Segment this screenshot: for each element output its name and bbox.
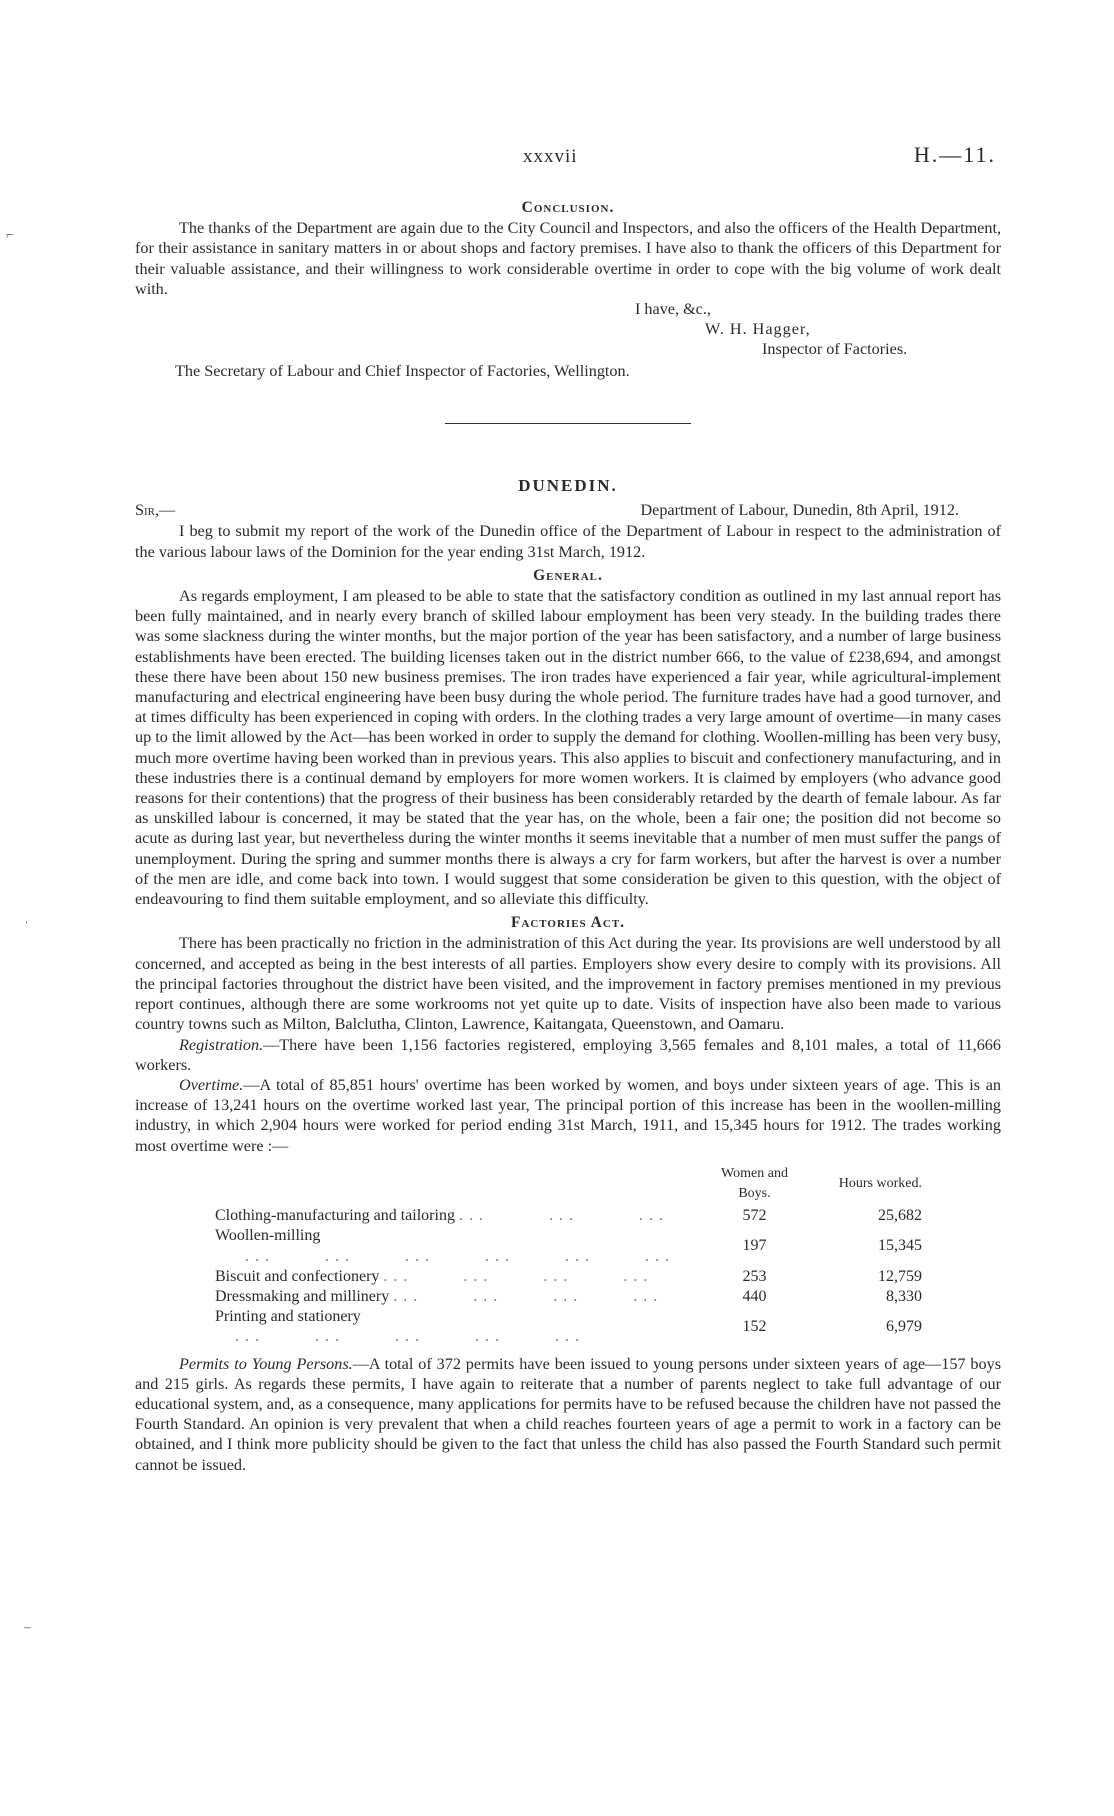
registration-paragraph — [135, 1035, 1001, 1075]
table-row — [215, 1226, 942, 1266]
table-row — [215, 1206, 942, 1226]
factories-act-paragraph: There has been practically no friction in the administration of this Act during the year. Its provisions are well understood by all concerned, and accepted as being in the best interests of all parties. Employers show every desire to comply with its provisions. All the principal factories throughout the district have been visited, and the improvement in factory premises mentioned in my previous report continues, although there are some workrooms not yet quite up to date. Visits of inspection have also been made to various country towns such as Milton, Balclutha, Clinton, Lawrence, Kaitangata, Queenstown, and Oamaru. — [135, 934, 1001, 1034]
trade-name: Printing and stationery — [215, 1308, 361, 1326]
signature-title: Inspector of Factories. — [762, 340, 908, 359]
women-boys-value: 440 — [742, 1287, 767, 1305]
hours-value: 15,345 — [878, 1237, 922, 1255]
registration-lead: Registration. — [179, 1035, 264, 1054]
trade-name: Clothing-manufacturing and tailoring — [215, 1207, 455, 1225]
salutation-row — [135, 500, 1001, 521]
column-header-hours: Hours worked. — [838, 1175, 922, 1191]
salutation: Sir,— — [135, 501, 176, 520]
women-boys-value: 197 — [742, 1237, 767, 1255]
permits-text: —A total of 372 permits have been issued to young persons under sixteen years of age—157 boys and 215 girls. As regards these permits, I have again to reiterate that a number of parents neglect to take full advantage of our educational system, and, as a consequence, many applications for permits have to be refused because the children have not passed the Fourth Standard. An opinion is very prevalent that when a child reaches fourteen years of age a permit to work in a factory can be obtained, and I think more publicity should be given to the fact that unless the child has also passed the Fourth Standard such permit cannot be issued. — [135, 1354, 1001, 1474]
overtime-lead: Overtime. — [179, 1075, 244, 1094]
table-row — [215, 1307, 942, 1347]
page-content — [135, 198, 1001, 1475]
page-header — [0, 142, 1114, 176]
general-paragraph: As regards employment, I am pleased to be able to state that the satisfactory condition as outlined in my last annual report has been fully maintained, and in nearly every branch of skilled labour employment has been very steady. In the building trades there was some slackness during the winter months, but the major portion of the year has been satisfactory, and a number of large business establishments have been erected. The building licenses taken out in the district number 666, to the value of £238,694, and amongst these there have been about 150 new business premises. The iron trades have experienced a fair year, while agricultural-implement manufacturing and electrical engineering have been busy during the whole period. The furniture trades have had a good turnover, and at times difficulty has been experienced in coping with orders. In the clothing trades a very large amount of overtime—in many cases up to the limit allowed by the Act—has been worked in order to supply the demand for clothing. Woollen-milling has been very busy, much more overtime having been worked than in previous years. This also applies to biscuit and confectionery manufacturing, and in these industries there is a continual demand by employers for more women workers. It is claimed by employers (who advance good reasons for their contentions) that the progress of their business has been considerably retarded by the dearth of female labour. As far as unskilled labour is concerned, it may be stated that the year has, on the whole, been a fair one; the position did not become so acute as during last year, but nevertheless during the winter months it seems inevitable that a number of men must suffer the pangs of unemployment. During the spring and summer months there is always a cry for farm workers, but after the harvest is over a number of the men are idle, and come back into town. I would suggest that some consideration be given to this question, with the object of endeavouring to find them suitable employment, and so alleviate this difficulty. — [135, 587, 1001, 909]
table-row — [215, 1267, 942, 1287]
hours-value: 8,330 — [886, 1287, 922, 1305]
margin-mark: – — [24, 1620, 31, 1635]
conclusion-heading: Conclusion. — [521, 199, 615, 216]
leader-dots: ... ... ... ... — [383, 1267, 654, 1285]
table-header-row — [215, 1164, 942, 1206]
registration-text: —There have been 1,156 factories registered, employing 3,565 females and 8,101 males, a total of 11,666 workers. — [135, 1035, 1001, 1074]
closing-line: I have, &c., — [635, 300, 711, 319]
hours-value: 25,682 — [878, 1207, 922, 1225]
overtime-text: —A total of 85,851 hours' overtime has been worked by women, and boys under sixteen years of age. This is an increase of 13,241 hours on the overtime worked last year, The principal portion of this increase has been in the woollen-milling industry, in which 2,904 hours were worked for period ending 31st March, 1911, and 15,345 hours for 1912. The trades working most overtime were :— — [135, 1075, 1001, 1155]
column-header-women-boys: Women and Boys. — [721, 1165, 788, 1201]
overtime-table — [215, 1164, 942, 1348]
leader-dots: ... ... ... — [458, 1207, 669, 1225]
margin-mark: ˈ — [24, 920, 29, 935]
addressee: The Secretary of Labour and Chief Inspector of Factories, Wellington. — [175, 362, 630, 381]
leader-dots: ... ... ... ... — [393, 1287, 664, 1305]
women-boys-value: 152 — [742, 1318, 767, 1336]
women-boys-value: 253 — [742, 1267, 767, 1285]
permits-lead: Permits to Young Persons. — [179, 1354, 353, 1373]
overtime-paragraph — [135, 1075, 1001, 1156]
factories-act-heading: Factories Act. — [510, 914, 626, 932]
signature-name: W. H. Hagger, — [705, 320, 811, 339]
women-boys-value: 572 — [742, 1207, 767, 1225]
trade-name: Woollen-milling — [215, 1227, 321, 1245]
section-divider — [445, 423, 691, 424]
margin-mark: ⌐ — [6, 228, 14, 243]
dateline: Department of Labour, Dunedin, 8th April, 1912. — [640, 501, 959, 520]
intro-paragraph: I beg to submit my report of the work of the Dunedin office of the Department of Labour in respect to the administration of the various labour laws of the Dominion for the year ending 31st March, 1912. — [135, 522, 1001, 561]
page-number: xxxvii — [523, 146, 578, 167]
trade-name: Biscuit and confectionery — [215, 1267, 380, 1285]
trade-name: Dressmaking and millinery — [215, 1287, 390, 1305]
leader-dots: ... ... ... ... ... ... — [215, 1247, 675, 1265]
permits-paragraph — [135, 1354, 1001, 1475]
hours-value: 6,979 — [886, 1318, 922, 1336]
document-reference: H.—11. — [913, 142, 996, 167]
section-title: DUNEDIN. — [518, 476, 618, 496]
hours-value: 12,759 — [878, 1267, 922, 1285]
table-row — [215, 1287, 942, 1307]
signature-block — [135, 299, 1001, 361]
conclusion-paragraph: The thanks of the Department are again due to the City Council and Inspectors, and also the officers of the Health Department, for their assistance in sanitary matters in or about shops and factory premises. I have also to thank the officers of this Department for their valuable assistance, and their willingness to work considerable overtime in order to cope with the big volume of work dealt with. — [135, 219, 1001, 298]
general-heading: General. — [533, 566, 603, 584]
leader-dots: ... ... ... ... ... — [215, 1328, 585, 1346]
